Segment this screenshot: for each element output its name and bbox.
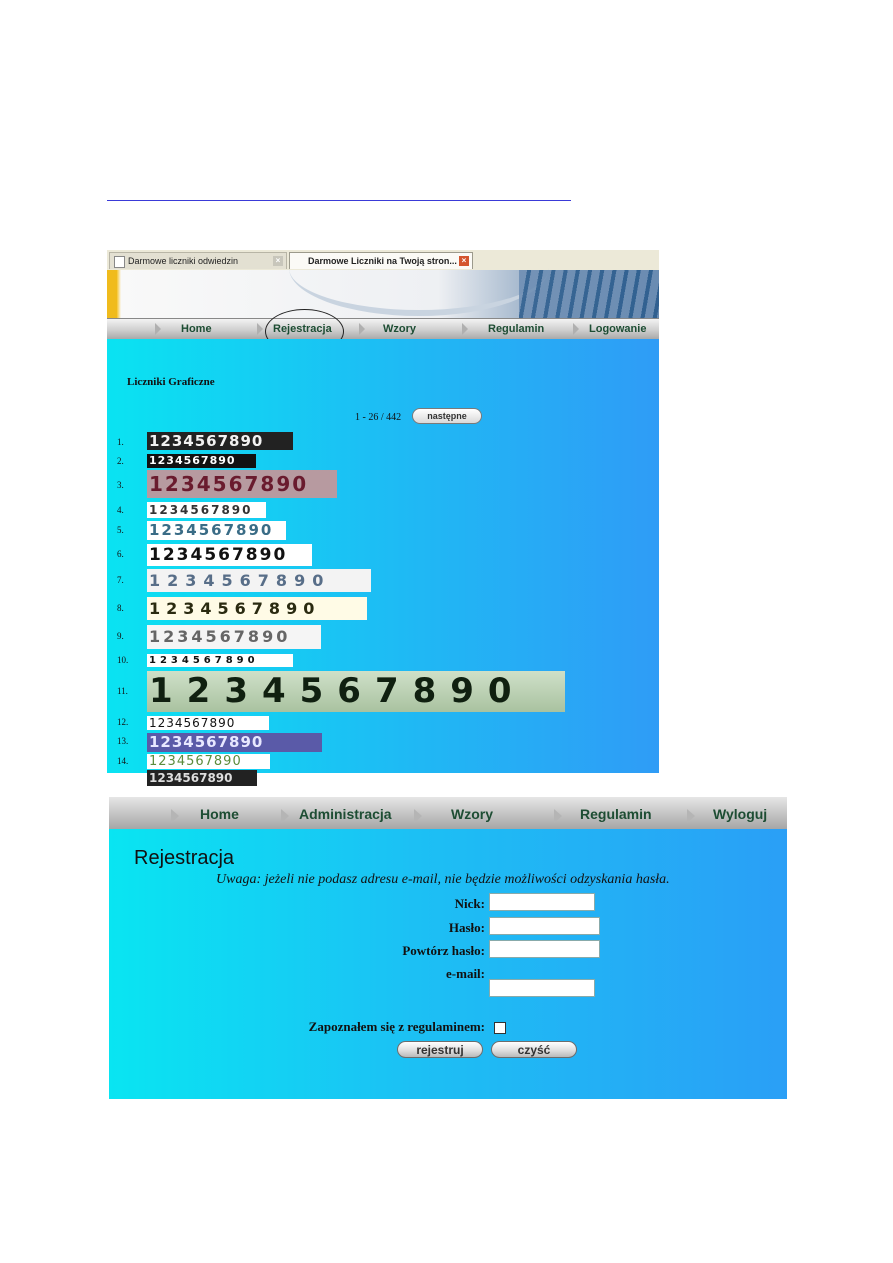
arrow-icon	[171, 809, 179, 823]
nav-home[interactable]: Home	[200, 806, 239, 822]
counter-digits: 1234567890	[147, 521, 286, 540]
pager-range: 1 - 26 / 442	[355, 412, 402, 423]
arrow-icon	[414, 809, 422, 823]
clear-button[interactable]: czyść	[491, 1041, 577, 1058]
counter-digits: 1234567890	[147, 569, 371, 592]
counter-digits: 1234567890	[147, 625, 321, 649]
counter-number: 12.	[117, 717, 129, 727]
section-title: Liczniki Graficzne	[127, 376, 215, 388]
next-button[interactable]: następne	[412, 408, 482, 424]
header-banner	[107, 270, 659, 318]
password-field[interactable]	[489, 917, 600, 935]
arrow-icon	[359, 323, 365, 335]
tab-label: Darmowe Liczniki na Twoją stron...	[308, 256, 457, 266]
counter-digits: 1234567890	[147, 654, 293, 667]
counter-number: 2.	[117, 456, 124, 466]
counter-digits: 1234567890	[147, 470, 337, 498]
arrow-icon	[554, 809, 562, 823]
counter-number: 14.	[117, 756, 129, 766]
counter-number: 10.	[117, 655, 129, 665]
counter-number: 1.	[117, 437, 124, 447]
counter-number: 7.	[117, 575, 124, 585]
counter-number: 5.	[117, 525, 124, 535]
counter-digits: 1234567890	[147, 597, 367, 620]
keyboard-image	[519, 270, 659, 318]
counter-digits: 1234567890	[147, 671, 565, 712]
main-nav	[107, 318, 659, 340]
arrow-icon	[155, 323, 161, 335]
counter-digits: 1234567890	[147, 454, 256, 468]
nav-register[interactable]: Rejestracja	[273, 323, 332, 335]
hyperlink-underline[interactable]	[107, 200, 571, 201]
page-icon	[114, 256, 125, 268]
registration-page-screenshot	[109, 797, 787, 1099]
nav-rules[interactable]: Regulamin	[488, 323, 545, 335]
registration-form-area	[109, 829, 787, 1099]
counter-number: 4.	[117, 505, 124, 515]
terms-checkbox[interactable]	[494, 1022, 506, 1034]
nick-field[interactable]	[489, 893, 595, 911]
counter-digits: 1234567890	[147, 754, 270, 769]
counter-digits: 1234567890	[147, 716, 269, 730]
counter-digits: 1234567890	[147, 733, 322, 752]
password-label: Hasło:	[448, 920, 485, 935]
counter-number: 8.	[117, 603, 124, 613]
nav-administration[interactable]: Administracja	[299, 806, 392, 822]
arrow-icon	[257, 323, 263, 335]
nav-patterns[interactable]: Wzory	[383, 323, 416, 335]
content-area	[107, 339, 659, 785]
terms-label: Zapoznałem się z regulaminem:	[308, 1019, 485, 1034]
register-button[interactable]: rejestruj	[397, 1041, 483, 1058]
repeat-password-field[interactable]	[489, 940, 600, 958]
tab-label: Darmowe liczniki odwiedzin	[128, 256, 239, 266]
arrow-icon	[687, 809, 695, 823]
counter-number: 9.	[117, 631, 124, 641]
repeat-password-label: Powtórz hasło:	[402, 943, 485, 958]
banner-accent	[107, 270, 117, 318]
counter-number: 6.	[117, 549, 124, 559]
page-title: Rejestracja	[134, 847, 235, 869]
banner-arc	[289, 220, 549, 316]
counter-digits: 1234567890	[147, 502, 266, 518]
nick-label: Nick:	[454, 896, 485, 911]
counter-number: 13.	[117, 736, 129, 746]
counter-digits: 1234567890	[147, 544, 312, 566]
nav-login[interactable]: Logowanie	[589, 323, 647, 335]
email-label: e-mail:	[446, 966, 485, 981]
counter-number: 11.	[117, 686, 128, 696]
close-icon[interactable]: ×	[273, 256, 283, 266]
main-nav	[109, 797, 787, 830]
nav-home[interactable]: Home	[181, 323, 212, 335]
counter-number: 3.	[117, 480, 124, 490]
counter-digits: 1234567890	[147, 432, 293, 450]
arrow-icon	[281, 809, 289, 823]
counter-digits: 1234567890	[147, 770, 257, 786]
arrow-icon	[462, 323, 468, 335]
email-field[interactable]	[489, 979, 595, 997]
arrow-icon	[573, 323, 579, 335]
nav-patterns[interactable]: Wzory	[451, 806, 493, 822]
nav-logout[interactable]: Wyloguj	[713, 806, 768, 822]
email-warning-note: Uwaga: jeżeli nie podasz adresu e-mail, nie będzie możliwości odzyskania hasła.	[216, 872, 670, 887]
nav-rules[interactable]: Regulamin	[580, 806, 652, 822]
counters-page-screenshot	[107, 250, 659, 785]
close-icon[interactable]: ×	[459, 256, 469, 266]
browser-tab-1[interactable]	[109, 252, 287, 269]
